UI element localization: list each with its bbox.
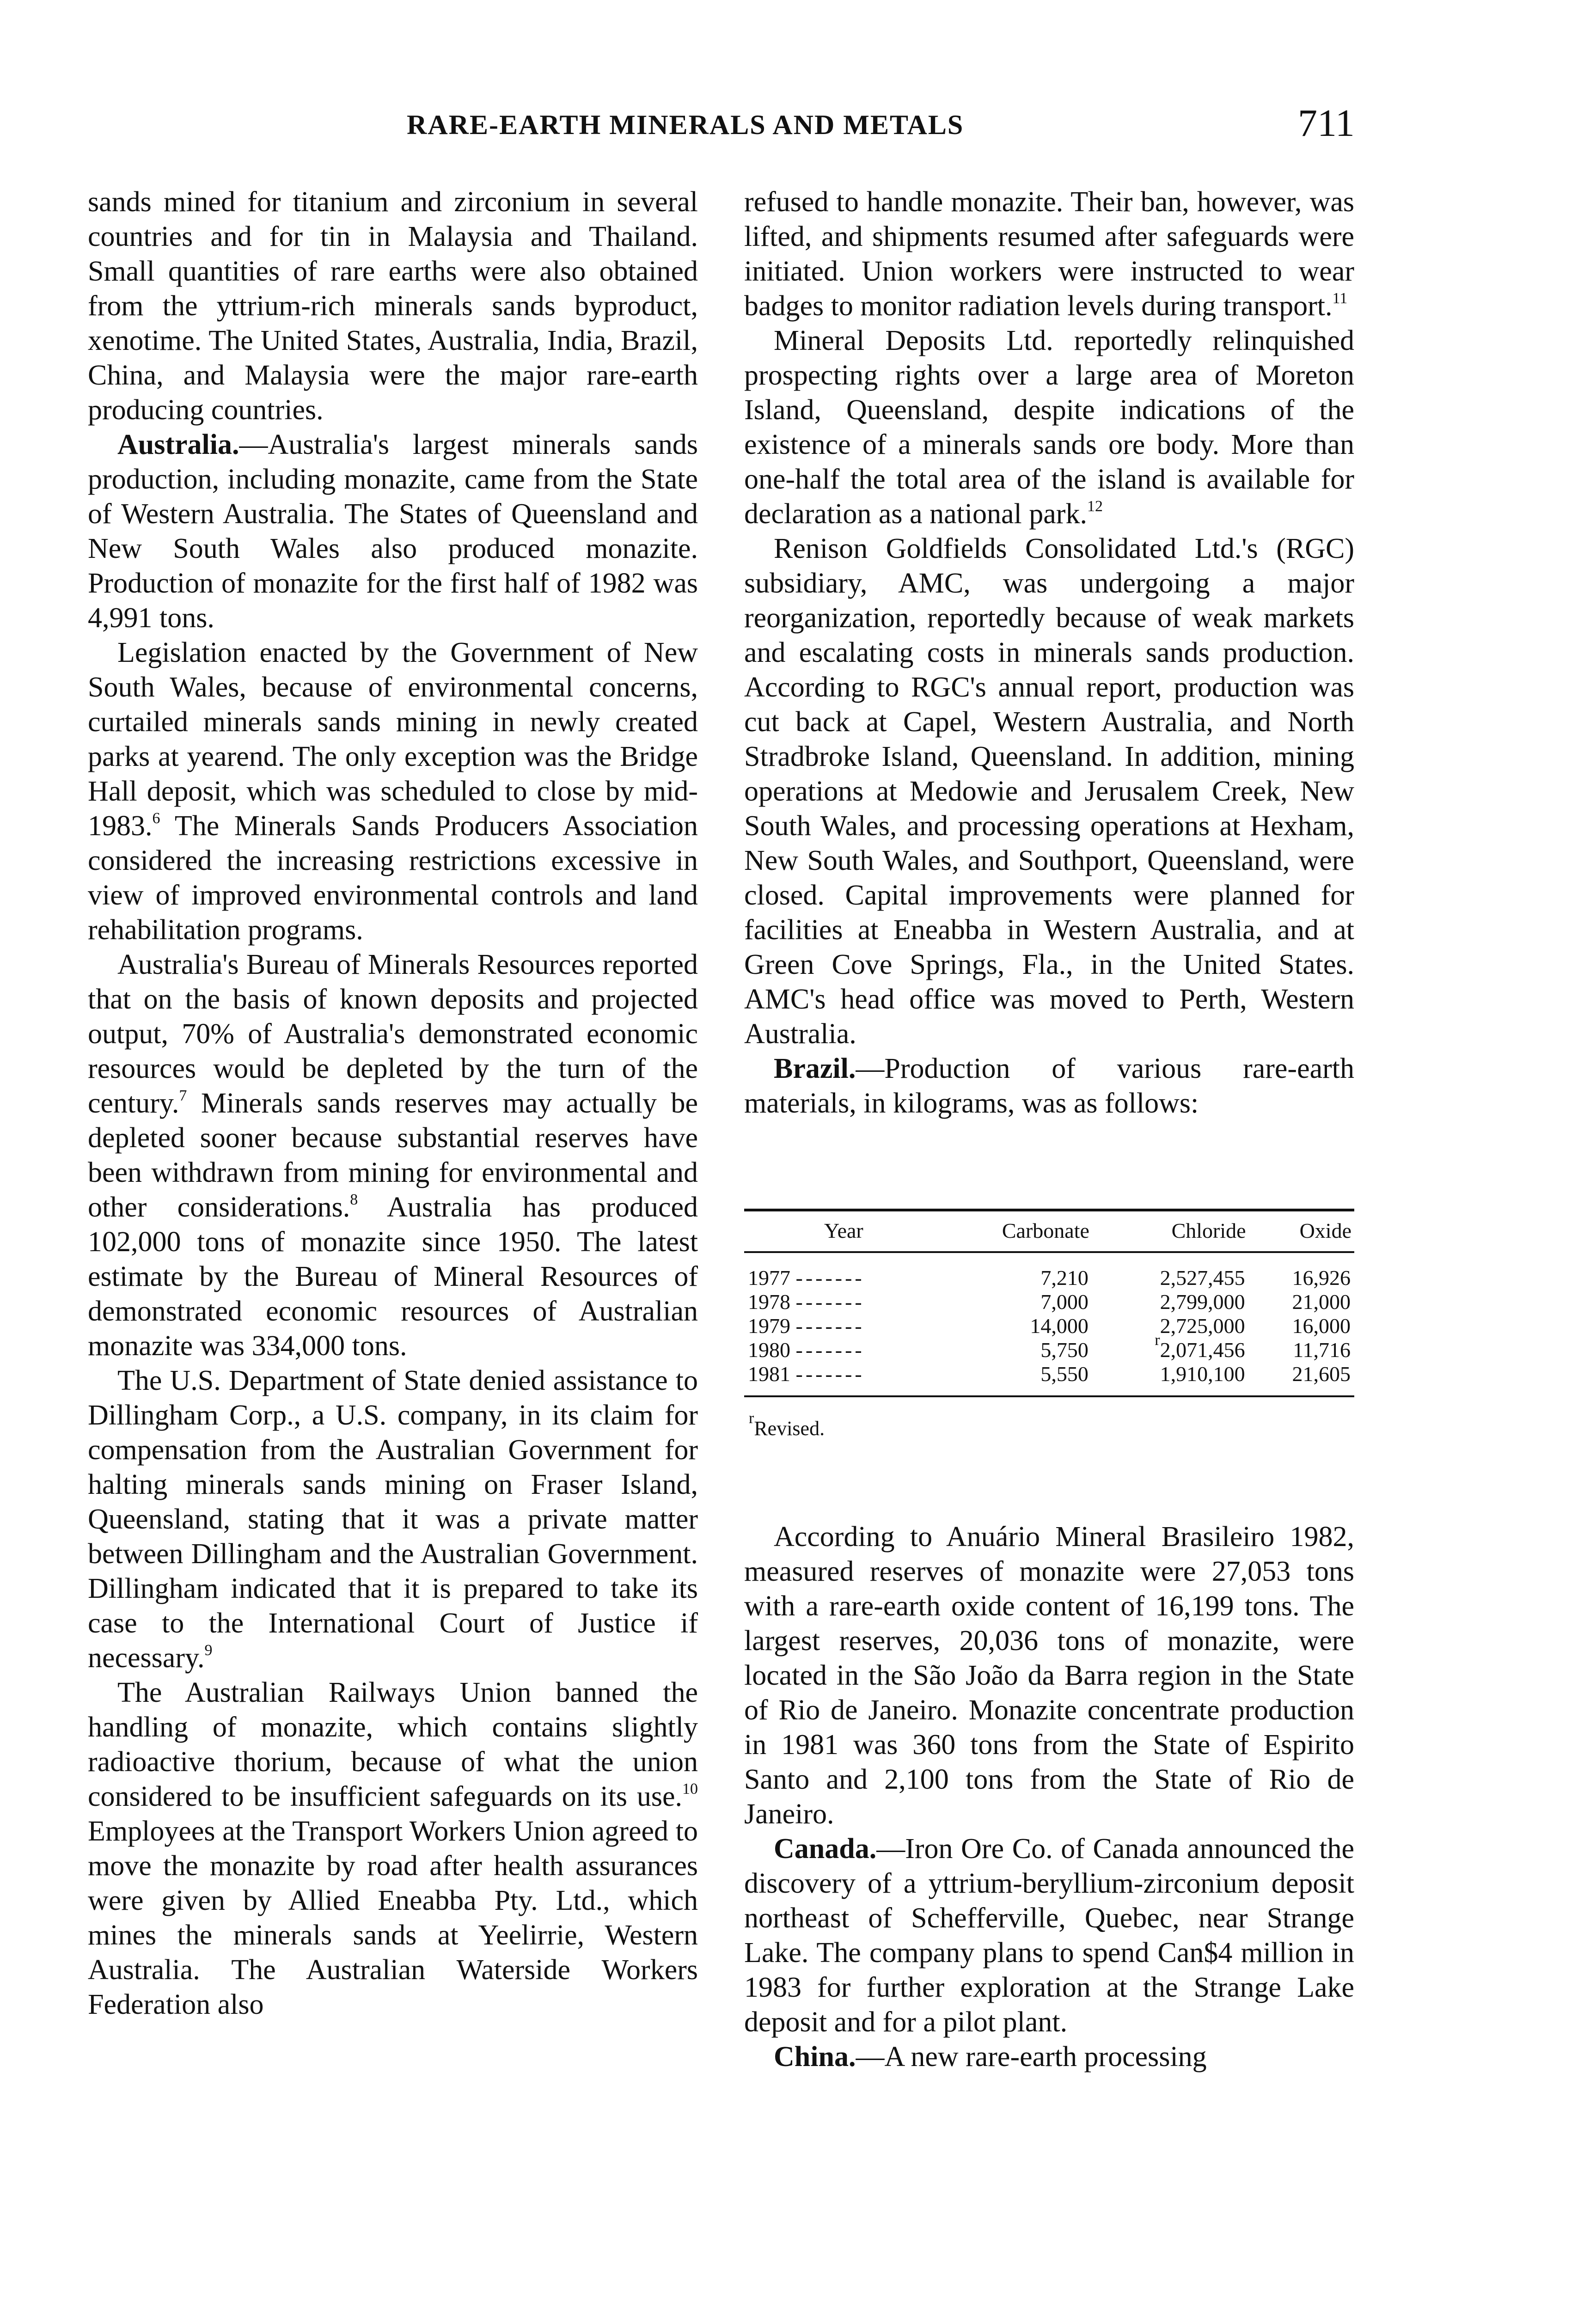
cell-oxide: 21,605 xyxy=(1249,1362,1354,1396)
table-footnote-text: Revised. xyxy=(754,1417,825,1440)
dot-leader: ------- xyxy=(795,1314,865,1338)
table-footnote xyxy=(749,1411,1354,1446)
table-body xyxy=(744,1252,1354,1396)
paragraph: The U.S. Department of State denied assistance to Dillingham Corp., a U.S. company, in its claim for compensation from the Australian Government for halting minerals sands mining on Fraser Island, Queensland, stating that it was a private matter between Dillingham and the Australian Government. Dillingham indicated that it is prepared to take its case to the International Court of Justice if necessary.$^9$ xyxy=(88,1365,698,1674)
table-row xyxy=(744,1290,1354,1314)
table-row xyxy=(744,1252,1354,1290)
footnote-marker: 11 xyxy=(1332,290,1348,307)
col-header-oxide: Oxide xyxy=(1249,1210,1354,1252)
paragraph: refused to handle monazite. Their ban, however, was lifted, and shipments resumed after safeguards were initiated. Union workers were instructed to wear badges to monitor radiation levels during transport.$^{11}$ xyxy=(744,186,1354,322)
footnote-marker: 6 xyxy=(152,810,160,827)
brazil-production-table xyxy=(744,1209,1354,1397)
col-header-carbonate: Carbonate xyxy=(943,1210,1092,1252)
right-column xyxy=(744,185,1354,2074)
paragraph-canada: Canada.—Iron Ore Co. of Canada announced the discovery of a yttrium-beryllium-zirconium deposit northeast of Schefferville, Quebec, near Strange Lake. The company plans to spend Can$4 million in 1983 for further exploration at the Strange Lake deposit and for a pilot plant. xyxy=(744,1833,1354,2038)
paragraph: The Australian Railways Union banned the handling of monazite, which contains slightly radioactive thorium, because of what the union considered to be insufficient safeguards on its use.$^{10}$ Employees at the Transport Workers Union agreed to move the monazite by road after health assurances were given by Allied Eneabba Pty. Ltd., which mines the minerals sands at Yeelirrie, Western Australia. The Australian Waterside Workers Federation also xyxy=(88,1677,698,2020)
dot-leader: ------- xyxy=(795,1290,865,1314)
dot-leader: ------- xyxy=(795,1338,865,1362)
paragraph: Mineral Deposits Ltd. reportedly relinquished prospecting rights over a large area of Moreton Island, Queensland, despite indications of the existence of a minerals sands ore body. More than one-half the total area of the island is available for declaration as a national park.$^{12}$ xyxy=(744,325,1354,530)
production-table-wrap xyxy=(744,1209,1354,1446)
cell-chloride: $^r$2,071,456 xyxy=(1155,1332,1245,1362)
cell-carbonate: 5,550 xyxy=(943,1362,1092,1396)
cell-year: 1980 ------- xyxy=(748,1338,865,1362)
cell-chloride: 2,799,000 xyxy=(1160,1290,1245,1314)
country-heading: China. xyxy=(774,2041,856,2073)
page-number: 711 xyxy=(1298,102,1355,145)
revised-mark: r xyxy=(1155,1332,1160,1349)
paragraph: Legislation enacted by the Government of New South Wales, because of environmental concerns, curtailed minerals sands mining in newly created parks at yearend. The only exception was the Bridge Hall deposit, which was scheduled to close by mid-1983.$^6$ The Minerals Sands Producers Association considered the increasing restrictions excessive in view of improved environmental controls and land rehabilitation programs. xyxy=(88,637,698,946)
after-table-text xyxy=(744,1520,1354,2074)
paragraph: sands mined for titanium and zirconium in several countries and for tin in Malaysia and Thailand. Small quantities of rare earths were also obtained from the yttrium-rich minerals sands byproduct, xenotime. The United States, Australia, India, Brazil, China, and Malaysia were the major rare-earth producing countries. xyxy=(88,186,698,426)
left-column xyxy=(88,185,698,2022)
cell-oxide: 11,716 xyxy=(1293,1338,1351,1362)
paragraph: Australia's Bureau of Minerals Resources reported that on the basis of known deposits and projected output, 70% of Australia's demonstrated economic resources would be depleted by the turn of the century.$^7$ Minerals sands reserves may actually be depleted sooner because substantial reserves have been withdrawn from mining for environmental and other considerations.$^8$ Australia has produced 102,000 tons of monazite since 1950. The latest estimate by the Bureau of Mineral Resources of demonstrated economic resources of Australian monazite was 334,000 tons. xyxy=(88,949,698,1362)
paragraph-china: China.—A new rare-earth processing xyxy=(774,2041,1207,2073)
dot-leader: ------- xyxy=(795,1362,865,1386)
footnote-marker: 10 xyxy=(682,1780,698,1797)
footnote-marker: 9 xyxy=(204,1642,213,1659)
paragraph: According to Anuário Mineral Brasileiro 1982, measured reserves of monazite were 27,053 tons with a rare-earth oxide content of 16,199 tons. The largest reserves, 20,036 tons of monazite, were located in the São João da Barra region in the State of Rio de Janeiro. Monazite concentrate production in 1981 was 360 tons from the State of Espirito Santo and 2,100 tons from the State of Rio de Janeiro. xyxy=(744,1521,1354,1830)
cell-oxide: 21,000 xyxy=(1292,1290,1351,1314)
cell-chloride: 1,910,100 xyxy=(1092,1362,1249,1396)
paragraph-brazil: Brazil.—Production of various rare-earth materials, in kilograms, was as follows: xyxy=(744,1053,1354,1119)
paragraph: Renison Goldfields Consolidated Ltd.'s (RGC) subsidiary, AMC, was undergoing a major reorganization, reportedly because of weak markets and escalating costs in minerals sands production. According to RGC's annual report, production was cut back at Capel, Western Australia, and North Stradbroke Island, Queensland. In addition, mining operations at Medowie and Jerusalem Creek, New South Wales, and processing operations at Hexham, New South Wales, and Southport, Queensland, were closed. Capital improvements were planned for facilities at Eneabba in Western Australia, and at Green Cove Springs, Fla., in the United States. AMC's head office was moved to Perth, Western Australia. xyxy=(744,533,1354,1050)
cell-year: 1979 ------- xyxy=(748,1314,865,1338)
table-header-row xyxy=(744,1210,1354,1252)
paragraph-australia: Australia.—Australia's largest minerals sands production, including monazite, came from the State of Western Australia. The States of Queensland and New South Wales also produced monazite. Production of monazite for the first half of 1982 was 4,991 tons. xyxy=(88,429,698,634)
dot-leader: ------- xyxy=(795,1266,865,1290)
footnote-marker: 12 xyxy=(1087,498,1103,515)
footnote-marker: 7 xyxy=(179,1087,187,1104)
running-title: RARE-EARTH MINERALS AND METALS xyxy=(407,110,964,140)
cell-year: 1977 ------- xyxy=(748,1266,865,1290)
cell-carbonate: 7,000 xyxy=(1040,1290,1088,1314)
cell-year: 1978 ------- xyxy=(748,1290,865,1314)
page-header xyxy=(0,101,1596,156)
table-row xyxy=(744,1362,1354,1396)
cell-oxide: 16,926 xyxy=(1292,1266,1351,1290)
cell-carbonate: 5,750 xyxy=(1040,1338,1088,1362)
country-heading: Brazil. xyxy=(774,1053,856,1084)
table-row xyxy=(744,1314,1354,1338)
cell-year: 1981 ------- xyxy=(744,1362,943,1396)
cell-carbonate: 7,210 xyxy=(1040,1266,1088,1290)
cell-carbonate: 14,000 xyxy=(1030,1314,1088,1338)
revised-mark: r xyxy=(749,1410,754,1427)
col-header-chloride: Chloride xyxy=(1092,1210,1249,1252)
country-heading: Canada. xyxy=(774,1833,877,1865)
col-header-year: Year xyxy=(744,1210,943,1252)
country-heading: Australia. xyxy=(117,429,239,460)
table-row xyxy=(744,1338,1354,1362)
footnote-marker: 8 xyxy=(350,1191,358,1208)
cell-oxide: 16,000 xyxy=(1292,1314,1351,1338)
cell-chloride: 2,527,455 xyxy=(1160,1266,1245,1290)
cell-chloride: 2,725,000 xyxy=(1160,1314,1245,1338)
